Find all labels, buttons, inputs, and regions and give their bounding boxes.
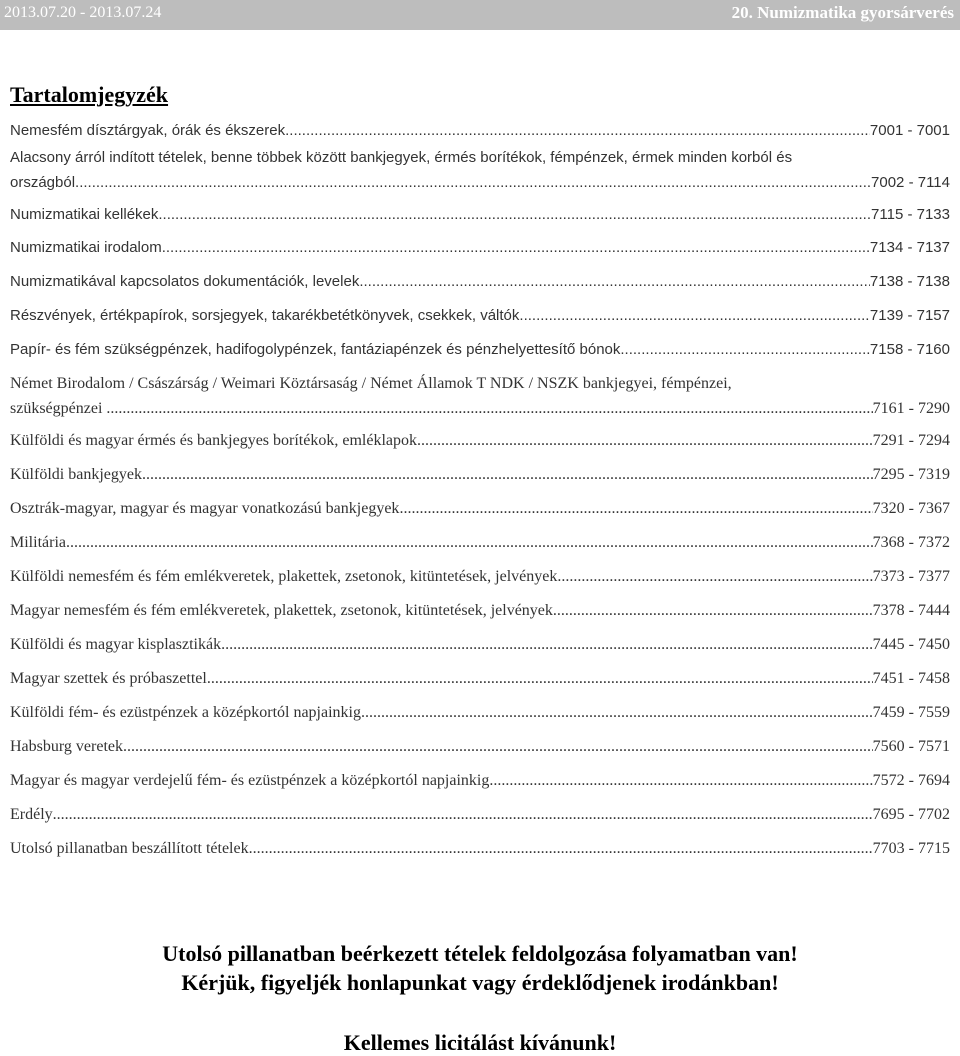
toc-entry-line (10, 598, 950, 623)
toc-entry[interactable] (10, 632, 950, 657)
toc-entry-label: Magyar nemesfém és fém emlékveretek, plakettek, zsetonok, kitüntetések, jelvények (10, 602, 553, 619)
toc-entry-line (10, 396, 950, 421)
toc-entry-label: Numizmatikával kapcsolatos dokumentációk, levelek (10, 273, 360, 290)
toc-entry-line (10, 768, 950, 793)
notice-check-website: Kérjük, figyeljék honlapunkat vagy érdeklődjenek irodánkban! (181, 970, 779, 995)
toc-entry-range: 7459 - 7559 (872, 704, 950, 721)
page-header (0, 0, 960, 30)
toc-entry-label: Külföldi fém- és ezüstpénzek a középkortól napjainkig (10, 704, 361, 721)
toc-entry-line (10, 496, 950, 521)
auction-title: 20. Numizmatika gyorsárverés (731, 3, 954, 22)
toc-entry-label: országból (10, 174, 76, 191)
toc-entry-label: Külföldi és magyar érmés és bankjegyes borítékok, emléklapok (10, 432, 417, 449)
toc-entry-line (10, 170, 950, 195)
toc-entry-line (10, 428, 950, 453)
toc-entry[interactable] (10, 118, 950, 143)
toc-entry-range: 7368 - 7372 (872, 534, 950, 551)
toc-entry[interactable] (10, 802, 950, 827)
dot-leader (399, 496, 872, 521)
toc-entry-line (10, 734, 950, 759)
notice-processing: Utolsó pillanatban beérkezett tételek feldolgozása folyamatban van! (162, 941, 798, 966)
toc-entry-line (10, 118, 950, 143)
toc-entry-label: szükségpénzei . (10, 400, 111, 417)
toc-entry[interactable] (10, 202, 950, 227)
toc-entry-label: Militária (10, 534, 66, 551)
dot-leader (142, 462, 873, 487)
dot-leader (110, 396, 872, 421)
toc-entry-range: 7138 - 7138 (869, 273, 950, 290)
toc-entry-label: Részvények, értékpapírok, sorsjegyek, takarékbetétkönyvek, csekkek, váltók (10, 307, 520, 324)
toc-entry[interactable] (10, 462, 950, 487)
toc-entry-line (10, 269, 950, 294)
toc-entry-line (10, 836, 950, 861)
auction-dates: 2013.07.20 - 2013.07.24 (4, 4, 162, 21)
toc-entry-range: 7115 - 7133 (871, 206, 950, 223)
toc-entry[interactable] (10, 337, 950, 362)
toc-entry-range: 7134 - 7137 (869, 239, 950, 256)
toc-entry-range: 7378 - 7444 (872, 602, 950, 619)
toc-entry-range: 7560 - 7571 (872, 738, 950, 755)
dot-leader (557, 564, 872, 589)
dot-leader (249, 836, 873, 861)
toc-entry-range: 7295 - 7319 (872, 466, 950, 483)
toc-entry-range: 7373 - 7377 (872, 568, 950, 585)
toc-entry[interactable] (10, 598, 950, 623)
toc-entry-label-line1: Alacsony árról indított tételek, benne többek között bankjegyek, érmés borítékok, fémpénzek, érmek minden korból és (10, 149, 793, 166)
toc-entry-label: Erdély (10, 806, 53, 823)
toc-entry-line (10, 303, 950, 328)
toc-entry-line (10, 802, 950, 827)
dot-leader (489, 768, 872, 793)
toc-entry-label: Numizmatikai irodalom (10, 239, 162, 256)
toc-entry-label: Utolsó pillanatban beszállított tételek (10, 840, 249, 857)
toc-entry-range: 7320 - 7367 (872, 500, 950, 517)
toc-entry-line (10, 666, 950, 691)
dot-leader (361, 700, 873, 725)
toc-entry-line (10, 235, 950, 260)
toc-entry-line (10, 202, 950, 227)
toc-entry[interactable] (10, 428, 950, 453)
toc-entry[interactable] (10, 700, 950, 725)
dot-leader (553, 598, 873, 623)
toc-entry-label: Osztrák-magyar, magyar és magyar vonatkozású bankjegyek (10, 500, 400, 517)
toc-entry-line (10, 337, 950, 362)
toc-entry[interactable] (10, 235, 950, 260)
toc-entry-label: Habsburg veretek (10, 738, 123, 755)
toc-entry-range: 7158 - 7160 (869, 341, 950, 358)
toc-entry-label: Magyar szettek és próbaszettel (10, 670, 207, 687)
toc-entry-label: Külföldi és magyar kisplasztikák (10, 636, 222, 653)
toc-entry[interactable] (10, 836, 950, 861)
toc-entry-label: Külföldi bankjegyek (10, 466, 142, 483)
dot-leader (221, 632, 873, 657)
dot-leader (417, 428, 873, 453)
notice-good-bidding: Kellemes licitálást kívánunk! (343, 1030, 617, 1055)
toc-title: Tartalomjegyzék (10, 82, 169, 107)
toc-entry[interactable] (10, 564, 950, 589)
toc-entry-range: 7002 - 7114 (871, 174, 950, 191)
toc-entry-label: Numizmatikai kellékek (10, 206, 159, 223)
toc-entry-range: 7572 - 7694 (872, 772, 950, 789)
toc-entry-range: 7001 - 7001 (869, 122, 950, 139)
toc-entry-line (10, 564, 950, 589)
toc-entry[interactable] (10, 768, 950, 793)
toc-entry-range: 7161 - 7290 (872, 400, 950, 417)
toc-entry-label: Külföldi nemesfém és fém emlékveretek, plakettek, zsetonok, kitüntetések, jelvények (10, 568, 558, 585)
toc-entry[interactable] (10, 269, 950, 294)
dot-leader (75, 170, 871, 195)
toc-entry[interactable] (10, 734, 950, 759)
toc-entry-line (10, 700, 950, 725)
dot-leader (359, 269, 870, 294)
toc-entry[interactable] (10, 496, 950, 521)
toc-entry[interactable] (10, 371, 950, 421)
toc-entry-range: 7445 - 7450 (872, 636, 950, 653)
toc-entry-label: Magyar és magyar verdejelű fém- és ezüstpénzek a középkortól napjainkig (10, 772, 490, 789)
toc-entry[interactable] (10, 303, 950, 328)
toc-entry-line (10, 462, 950, 487)
dot-leader (53, 802, 873, 827)
toc-entry-range: 7451 - 7458 (872, 670, 950, 687)
dot-leader (285, 118, 870, 143)
toc-entry[interactable] (10, 666, 950, 691)
dot-leader (66, 530, 873, 555)
dot-leader (123, 734, 873, 759)
toc-entry-label: Nemesfém dísztárgyak, órák és ékszerek (10, 122, 286, 139)
dot-leader (519, 303, 870, 328)
dot-leader (620, 337, 870, 362)
toc-entry-range: 7695 - 7702 (872, 806, 950, 823)
toc-entry-line (10, 632, 950, 657)
dot-leader (158, 202, 871, 227)
toc-entry-range: 7703 - 7715 (872, 840, 950, 857)
toc-entry[interactable] (10, 145, 950, 195)
dot-leader (207, 666, 873, 691)
toc-entry-label-line1: Német Birodalom / Császárság / Weimari Köztársaság / Német Államok T NDK / NSZK bankjegyei, fémpénzei, (10, 375, 732, 392)
toc-entry-line (10, 530, 950, 555)
toc-entry-range: 7139 - 7157 (869, 307, 950, 324)
dot-leader (162, 235, 870, 260)
toc-entry-range: 7291 - 7294 (872, 432, 950, 449)
toc-entry-label: Papír- és fém szükségpénzek, hadifogolypénzek, fantáziapénzek és pénzhelyettesítő bónok (10, 341, 621, 358)
toc-entry[interactable] (10, 530, 950, 555)
